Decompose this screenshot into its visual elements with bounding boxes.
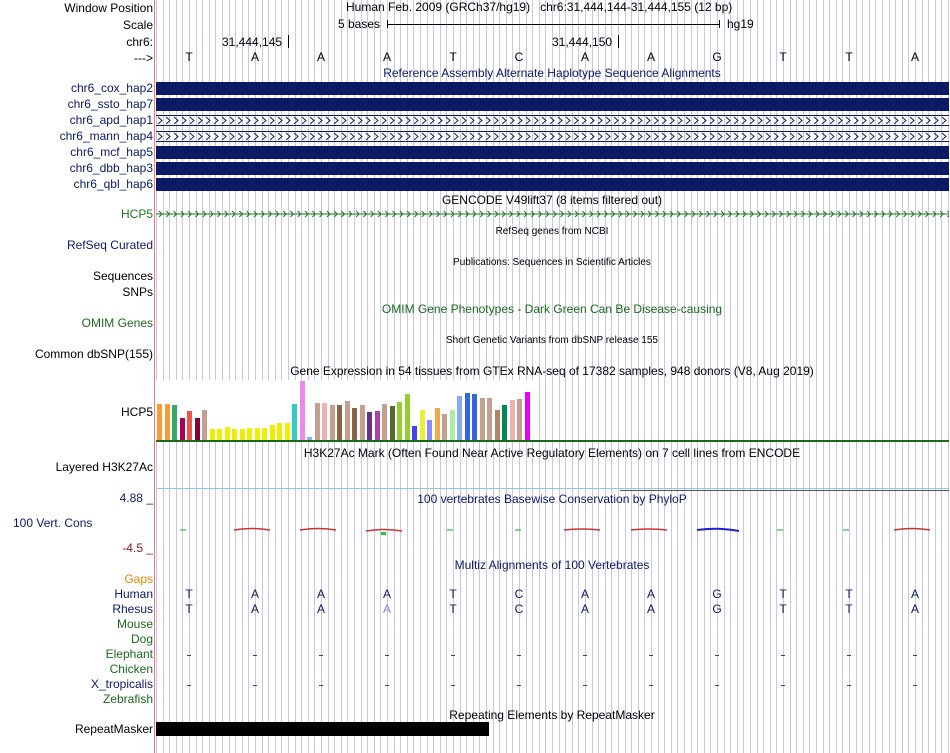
multiz-base: G [712, 602, 722, 616]
alt-haplotype-label[interactable]: chr6_ssto_hap7 [67, 97, 153, 111]
gtex-tissue-bar[interactable] [202, 410, 207, 441]
gtex-tissue-bar[interactable] [465, 393, 470, 441]
omim-track-label[interactable]: OMIM Genes [81, 316, 153, 330]
gencode-gene-label[interactable]: HCP5 [120, 207, 153, 221]
ruler-position-2: 31,444,150 [552, 35, 613, 49]
dbsnp-track-title[interactable]: Short Genetic Variants from dbSNP release 155 [446, 335, 658, 346]
gtex-tissue-bar[interactable] [397, 402, 402, 441]
multiz-gap-dash [913, 655, 917, 656]
refseq-track-title[interactable]: RefSeq genes from NCBI [495, 226, 609, 237]
direction-arrow-label: ---> [134, 51, 153, 65]
multiz-gap-dash [319, 685, 323, 686]
multiz-gap-dash [781, 685, 785, 686]
multiz-base: A [910, 587, 919, 601]
multiz-gap-dash [517, 685, 521, 686]
window-position-label: Window Position [64, 1, 153, 15]
gtex-tissue-bar[interactable] [525, 392, 530, 441]
gtex-tissue-bar[interactable] [457, 396, 462, 441]
alt-haplotype-alignment[interactable] [156, 146, 949, 159]
repeatmasker-track-label[interactable]: RepeatMasker [74, 722, 153, 736]
gtex-tissue-bar[interactable] [382, 404, 387, 441]
ruler-tick-2 [618, 35, 619, 48]
multiz-species-label[interactable]: Mouse [116, 617, 153, 631]
multiz-gap-dash [253, 655, 257, 656]
multiz-species-label[interactable]: Dog [130, 632, 153, 646]
gtex-tissue-bar[interactable] [352, 408, 357, 441]
alt-haplotype-label[interactable]: chr6_cox_hap2 [70, 81, 153, 95]
phylop-track-label[interactable]: 100 Vert. Cons [13, 516, 93, 530]
alt-haplotype-label[interactable]: chr6_mann_hap4 [59, 129, 153, 143]
sequence-base: G [712, 50, 722, 64]
h3k27ac-track-label[interactable]: Layered H3K27Ac [55, 460, 153, 474]
gtex-tissue-bar[interactable] [315, 403, 320, 441]
gtex-tissue-bar[interactable] [495, 410, 500, 441]
scale-db-label: hg19 [727, 17, 754, 31]
gtex-tissue-bar[interactable] [165, 404, 170, 441]
gencode-gene-chevrons [156, 207, 949, 221]
alt-haplotype-alignment[interactable] [156, 98, 949, 111]
sequence-base: C [514, 50, 524, 64]
gtex-tissue-bar[interactable] [510, 400, 515, 441]
refseq-track-label[interactable]: RefSeq Curated [66, 238, 153, 252]
gtex-tissue-bar[interactable] [502, 405, 507, 441]
multiz-base: A [646, 602, 655, 616]
alt-haplotype-label[interactable]: chr6_mcf_hap5 [70, 145, 153, 159]
gencode-gene-hcp5[interactable] [156, 207, 949, 221]
alt-haplotype-alignment[interactable] [156, 178, 949, 191]
multiz-base: C [514, 602, 524, 616]
gtex-tissue-bar[interactable] [180, 418, 185, 441]
gencode-track-title[interactable]: GENCODE V49lift37 (8 items filtered out) [441, 193, 663, 207]
multiz-base: A [250, 587, 259, 601]
repeatmasker-track-title[interactable]: Repeating Elements by RepeatMasker [449, 708, 655, 722]
sequence-base: T [845, 50, 853, 64]
gtex-tissue-bar[interactable] [427, 420, 432, 441]
multiz-base: C [514, 587, 524, 601]
alt-haplotype-alignment[interactable] [156, 115, 949, 126]
sequence-base: A [910, 50, 919, 64]
gtex-tissue-bar[interactable] [330, 405, 335, 441]
gtex-gene-label[interactable]: HCP5 [120, 405, 153, 419]
multiz-base: A [580, 587, 589, 601]
phylop-conservation-plot[interactable] [156, 520, 949, 540]
multiz-species-label[interactable]: Zebrafish [102, 692, 153, 706]
multiz-track-title[interactable]: Multiz Alignments of 100 Vertebrates [454, 558, 650, 572]
gtex-tissue-bar[interactable] [420, 410, 425, 441]
multiz-base: A [382, 602, 391, 616]
publications-track-title[interactable]: Publications: Sequences in Scientific Articles [453, 257, 651, 268]
multiz-species-label[interactable]: X_tropicalis [90, 677, 153, 691]
multiz-gap-dash [451, 685, 455, 686]
gtex-tissue-bar[interactable] [292, 404, 297, 441]
gtex-tissue-bar[interactable] [472, 394, 477, 441]
ruler-position-1: 31,444,145 [222, 35, 283, 49]
gtex-tissue-bar[interactable] [172, 405, 177, 441]
multiz-base: A [580, 602, 589, 616]
multiz-base: A [316, 602, 325, 616]
multiz-gap-dash [913, 685, 917, 686]
gtex-expression-chart[interactable] [156, 380, 949, 441]
gtex-tissue-bar[interactable] [390, 406, 395, 441]
multiz-base: A [910, 602, 919, 616]
publications-track-label[interactable]: Sequences [92, 269, 153, 283]
gtex-tissue-bar[interactable] [487, 398, 492, 441]
gtex-tissue-bar[interactable] [225, 427, 230, 441]
multiz-base: T [449, 587, 457, 601]
multiz-gap-dash [583, 685, 587, 686]
multiz-gap-dash [385, 685, 389, 686]
multiz-gap-dash [517, 655, 521, 656]
alt-haplotype-alignment[interactable] [156, 162, 949, 175]
assembly-position-title: Human Feb. 2009 (GRCh37/hg19) chr6:31,444,144-31,444,155 (12 bp) [346, 0, 733, 14]
gtex-tissue-bar[interactable] [337, 405, 342, 441]
gtex-tissue-bar[interactable] [480, 398, 485, 441]
multiz-gap-dash [583, 655, 587, 656]
gtex-tissue-bar[interactable] [157, 404, 162, 441]
ruler-tick-1 [288, 35, 289, 48]
gtex-tissue-bar[interactable] [442, 414, 447, 441]
multiz-gap-dash [847, 655, 851, 656]
label-separator [154, 0, 155, 753]
sequence-base: T [779, 50, 787, 64]
scale-bar [387, 20, 720, 28]
gtex-tissue-bar[interactable] [195, 418, 200, 441]
chromosome-label: chr6: [126, 35, 153, 49]
gtex-tissue-bar[interactable] [270, 425, 275, 441]
snps-track-label[interactable]: SNPs [122, 285, 153, 299]
multiz-species-label[interactable]: Rhesus [112, 602, 153, 616]
multiz-gap-dash [253, 685, 257, 686]
multiz-base: T [845, 602, 853, 616]
multiz-base: T [185, 602, 193, 616]
multiz-gap-dash [451, 655, 455, 656]
gtex-gene-line [156, 440, 949, 442]
multiz-base: G [712, 587, 722, 601]
multiz-gap-dash [187, 655, 191, 656]
multiz-gap-dash [715, 685, 719, 686]
gtex-tissue-bar[interactable] [277, 423, 282, 441]
alt-haplotype-label[interactable]: chr6_qbl_hap6 [73, 177, 153, 191]
multiz-base: A [316, 587, 325, 601]
multiz-base: T [779, 587, 787, 601]
gtex-tissue-bar[interactable] [285, 423, 290, 441]
scale-bar-text: 5 bases [338, 17, 381, 31]
alt-haplotype-track-title[interactable]: Reference Assembly Alternate Haplotype Sequence Alignments [383, 66, 721, 80]
gtex-tissue-bar[interactable] [300, 381, 305, 441]
alt-haplotype-label[interactable]: chr6_dbb_hap3 [69, 161, 153, 175]
multiz-base: T [449, 602, 457, 616]
gtex-tissue-bar[interactable] [375, 411, 380, 441]
gtex-tissue-bar[interactable] [367, 412, 372, 441]
gtex-tissue-bar[interactable] [405, 394, 410, 441]
h3k27ac-track-title[interactable]: H3K27Ac Mark (Often Found Near Active Regulatory Elements) on 7 cell lines from ENCODE [303, 446, 801, 460]
multiz-gap-dash [847, 685, 851, 686]
multiz-species-label[interactable]: Gaps [124, 572, 153, 586]
gtex-tissue-bar[interactable] [450, 410, 455, 441]
gtex-tissue-bar[interactable] [360, 405, 365, 441]
sequence-base: A [382, 50, 391, 64]
omim-track-title[interactable]: OMIM Gene Phenotypes - Dark Green Can Be Disease-causing [381, 302, 723, 316]
multiz-gap-dash [187, 685, 191, 686]
multiz-species-label[interactable]: Chicken [109, 662, 153, 676]
gtex-tissue-bar[interactable] [517, 399, 522, 441]
dbsnp-track-label[interactable]: Common dbSNP(155) [34, 347, 153, 361]
h3k27ac-signal-line [156, 488, 949, 489]
gtex-tissue-bar[interactable] [345, 401, 350, 441]
phylop-min-label: -4.5 _ [122, 541, 153, 555]
repeatmasker-element[interactable] [156, 722, 489, 736]
multiz-gap-dash [649, 685, 653, 686]
gtex-tissue-bar[interactable] [322, 403, 327, 441]
gtex-tissue-bar[interactable] [187, 411, 192, 441]
multiz-base: A [382, 587, 391, 601]
multiz-base: A [646, 587, 655, 601]
alt-haplotype-label[interactable]: chr6_apd_hap1 [69, 113, 153, 127]
gtex-tissue-bar[interactable] [435, 408, 440, 441]
multiz-gap-dash [319, 655, 323, 656]
gtex-tissue-bar[interactable] [412, 426, 417, 441]
multiz-gap-dash [781, 655, 785, 656]
sequence-base: A [250, 50, 259, 64]
multiz-gap-dash [715, 655, 719, 656]
multiz-gap-dash [385, 655, 389, 656]
multiz-base: A [250, 602, 259, 616]
multiz-base: T [779, 602, 787, 616]
phylop-max-label: 4.88 _ [119, 491, 153, 505]
multiz-base: T [185, 587, 193, 601]
phylop-track-title[interactable]: 100 vertebrates Basewise Conservation by PhyloP [417, 492, 687, 506]
multiz-species-label[interactable]: Elephant [105, 647, 153, 661]
multiz-species-label[interactable]: Human [114, 587, 153, 601]
multiz-gap-dash [649, 655, 653, 656]
sequence-base: A [580, 50, 589, 64]
sequence-base: A [646, 50, 655, 64]
alt-haplotype-alignment[interactable] [156, 131, 949, 142]
sequence-base: A [316, 50, 325, 64]
phylop-top-line [620, 490, 949, 491]
multiz-base: T [845, 587, 853, 601]
gtex-track-title[interactable]: Gene Expression in 54 tissues from GTEx RNA-seq of 17382 samples, 948 donors (V8, Aug 2019) [290, 364, 814, 378]
sequence-base: T [185, 50, 193, 64]
grid-line [948, 0, 949, 753]
alt-haplotype-alignment[interactable] [156, 82, 949, 95]
scale-label: Scale [122, 18, 153, 32]
sequence-base: T [449, 50, 457, 64]
